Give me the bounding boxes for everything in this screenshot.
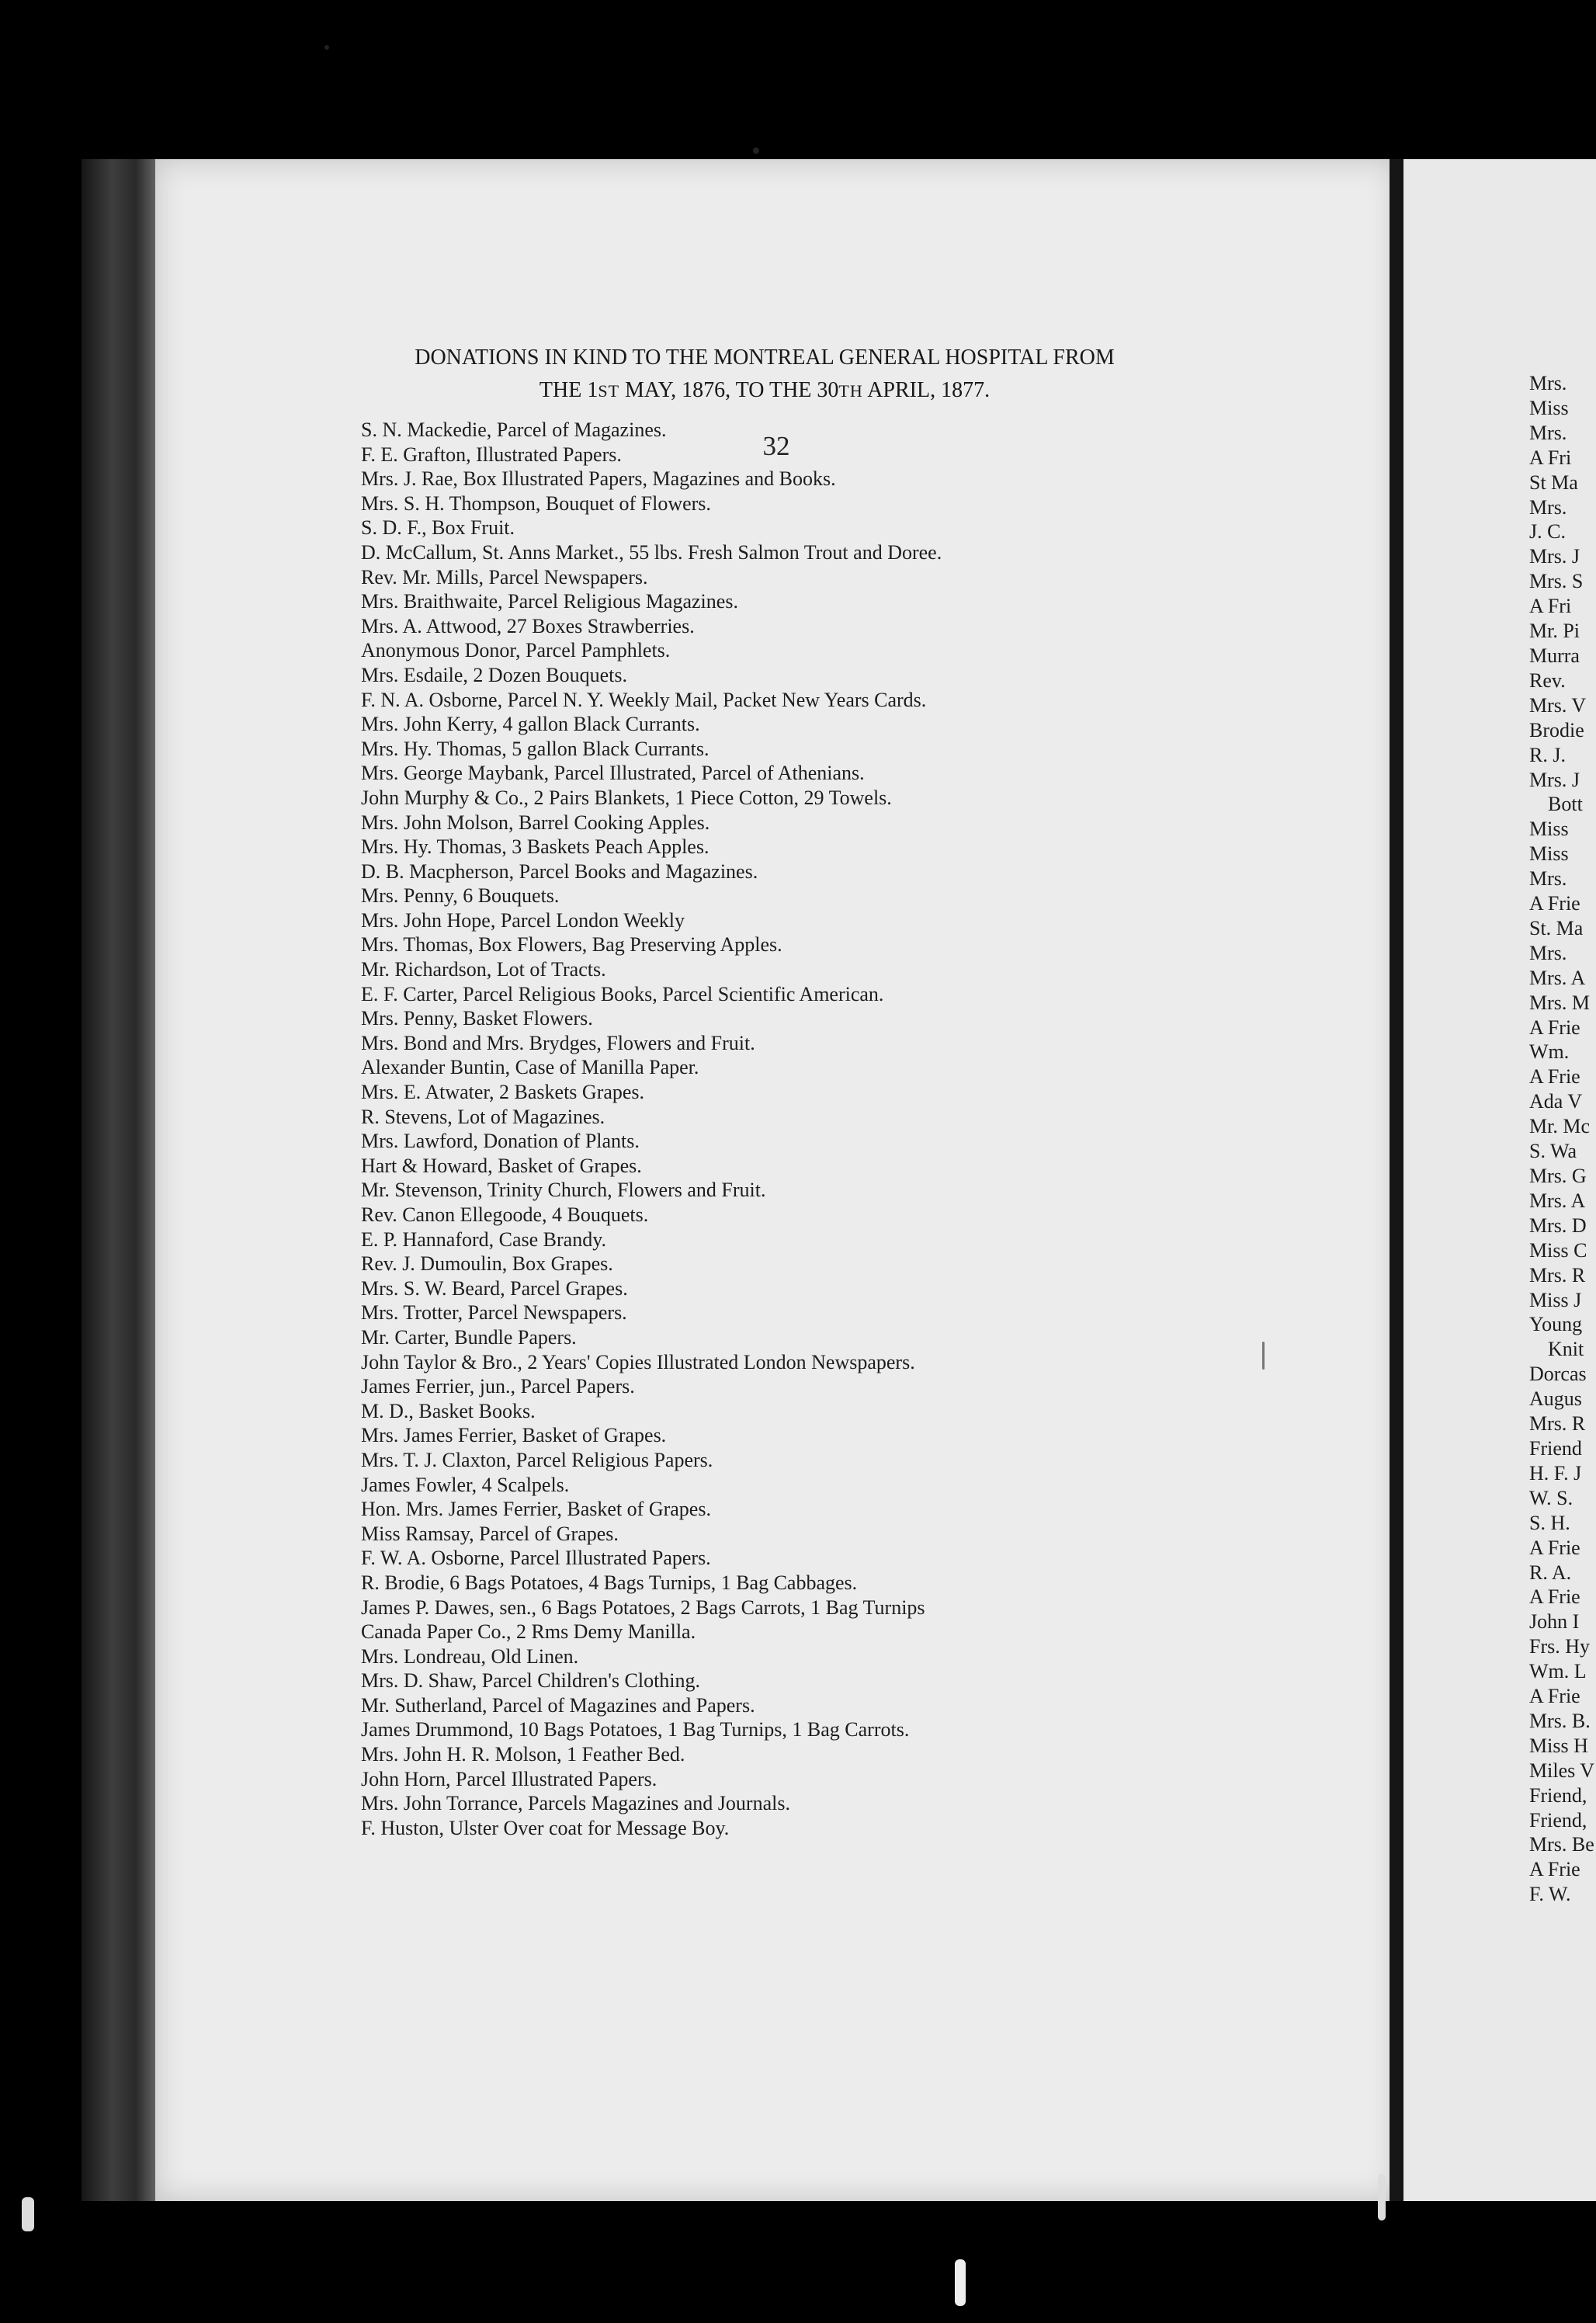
scan-speck xyxy=(324,45,329,50)
donation-entry: D. McCallum, St. Anns Market., 55 lbs. Fresh Salmon Trout and Doree. xyxy=(361,540,942,564)
donation-entry: S. D. F., Box Fruit. xyxy=(361,516,515,540)
right-page-fragment: A Frie xyxy=(1529,1685,1580,1708)
donation-entry: Canada Paper Co., 2 Rms Demy Manilla. xyxy=(361,1620,696,1644)
scan-speck xyxy=(1262,1342,1265,1370)
right-page-fragment: H. F. J xyxy=(1529,1461,1582,1484)
donation-entry: F. N. A. Osborne, Parcel N. Y. Weekly Mail, Packet New Years Cards. xyxy=(361,688,927,711)
donation-entry: Mr. Richardson, Lot of Tracts. xyxy=(361,958,606,981)
donation-entry: Mrs. Trotter, Parcel Newspapers. xyxy=(361,1301,627,1325)
right-page-fragment: John I xyxy=(1529,1610,1580,1634)
donation-entry: R. Stevens, Lot of Magazines. xyxy=(361,1105,605,1128)
donation-entry: Miss Ramsay, Parcel of Grapes. xyxy=(361,1522,619,1545)
donation-entry: F. E. Grafton, Illustrated Papers. xyxy=(361,443,622,466)
right-page-fragment: Mrs. A xyxy=(1529,966,1586,989)
donation-entry: James Drummond, 10 Bags Potatoes, 1 Bag Turnips, 1 Bag Carrots. xyxy=(361,1718,910,1741)
right-page-fragment: J. C. xyxy=(1529,520,1566,543)
right-page-fragment: Mrs. xyxy=(1529,941,1567,964)
right-page-fragment: Miss xyxy=(1529,818,1569,841)
donation-entry: Mr. Stevenson, Trinity Church, Flowers and Fruit. xyxy=(361,1179,766,1202)
right-page-fragment: Friend, xyxy=(1529,1808,1587,1832)
right-page-fragment: Frs. Hy xyxy=(1529,1635,1591,1658)
right-page-fragment: Rev. xyxy=(1529,668,1566,692)
donation-entry: Mrs. John Torrance, Parcels Magazines and Journals. xyxy=(361,1792,790,1815)
donation-entry: Mr. Sutherland, Parcel of Magazines and Papers. xyxy=(361,1693,755,1717)
right-page-fragment: Mrs. R xyxy=(1529,1412,1586,1436)
right-page-fragment: R. A. xyxy=(1529,1561,1572,1584)
right-page-fragment: A Frie xyxy=(1529,1536,1580,1559)
donation-entry: Hon. Mrs. James Ferrier, Basket of Grapes. xyxy=(361,1498,711,1521)
right-page-fragment: Ada V xyxy=(1529,1090,1583,1113)
donation-entry: James P. Dawes, sen., 6 Bags Potatoes, 2 Bags Carrots, 1 Bag Turnips xyxy=(361,1596,925,1619)
donation-entry: Mrs. John Kerry, 4 gallon Black Currants. xyxy=(361,713,700,736)
right-page-fragment: Mrs. xyxy=(1529,421,1567,444)
donation-entry: S. N. Mackedie, Parcel of Magazines. xyxy=(361,418,667,441)
donation-entry: Anonymous Donor, Parcel Pamphlets. xyxy=(361,639,671,662)
right-page-fragment: A Frie xyxy=(1529,1858,1580,1881)
scan-speck xyxy=(955,2259,966,2306)
donation-entry: Mrs. George Maybank, Parcel Illustrated, Parcel of Athenians. xyxy=(361,762,865,785)
right-page-fragment: Mrs. D xyxy=(1529,1214,1587,1237)
donation-entry: Mrs. John H. R. Molson, 1 Feather Bed. xyxy=(361,1743,685,1766)
right-page-fragment: Miss J xyxy=(1529,1288,1582,1311)
book-spine-shadow xyxy=(82,159,159,2201)
right-page-fragment: Mrs. xyxy=(1529,867,1567,891)
right-page-fragment: A Frie xyxy=(1529,892,1580,915)
donation-entry: Mrs. Hy. Thomas, 3 Baskets Peach Apples. xyxy=(361,835,710,859)
page-number: 32 xyxy=(762,431,790,461)
right-page-fragment: Mrs. xyxy=(1529,495,1567,519)
donation-entry: Mrs. James Ferrier, Basket of Grapes. xyxy=(361,1424,667,1447)
donation-entry: James Fowler, 4 Scalpels. xyxy=(361,1473,570,1496)
donation-entry: John Horn, Parcel Illustrated Papers. xyxy=(361,1767,657,1790)
donation-entry: Mrs. Bond and Mrs. Brydges, Flowers and Fruit. xyxy=(361,1031,755,1054)
right-page-fragment: S. Wa xyxy=(1529,1140,1577,1163)
donation-entry: Mrs. S. H. Thompson, Bouquet of Flowers. xyxy=(361,491,711,515)
donation-entry: James Ferrier, jun., Parcel Papers. xyxy=(361,1375,635,1398)
donation-entry: Mrs. Braithwaite, Parcel Religious Magazines. xyxy=(361,590,738,613)
right-page-fragment: Friend, xyxy=(1529,1783,1587,1807)
right-page-fragment: R. J. xyxy=(1529,743,1566,766)
right-page-fragment: S. H. xyxy=(1529,1511,1570,1534)
page-heading xyxy=(210,342,1320,408)
donation-entry: F. W. A. Osborne, Parcel Illustrated Papers. xyxy=(361,1547,711,1570)
donation-entry: Mrs. John Hope, Parcel London Weekly xyxy=(361,908,685,932)
right-page-fragment: Mrs. A xyxy=(1529,1189,1586,1212)
right-page-fragment: Mrs. S xyxy=(1529,570,1584,593)
donation-entry: John Murphy & Co., 2 Pairs Blankets, 1 Piece Cotton, 29 Towels. xyxy=(361,786,892,809)
right-page-fragment: Mrs. xyxy=(1529,372,1567,394)
donation-entry: Mrs. A. Attwood, 27 Boxes Strawberries. xyxy=(361,614,695,637)
right-page-fragment: Wm. L xyxy=(1529,1660,1587,1683)
right-page-fragment: Bott xyxy=(1548,793,1583,816)
heading-line-1: DONATIONS IN KIND TO THE MONTREAL GENERAL HOSPITAL FROM xyxy=(415,345,1115,370)
right-page-fragment: Mrs. Be xyxy=(1529,1833,1594,1856)
scan-speck xyxy=(753,148,759,154)
right-page-fragment: Mrs. J xyxy=(1529,768,1580,791)
right-page-fragment: Mr. Mc xyxy=(1529,1115,1590,1138)
donation-entry: R. Brodie, 6 Bags Potatoes, 4 Bags Turnips, 1 Bag Cabbages. xyxy=(361,1571,858,1594)
donation-entry: Rev. J. Dumoulin, Box Grapes. xyxy=(361,1252,613,1276)
donation-entry: Mrs. Lawford, Donation of Plants. xyxy=(361,1130,640,1153)
donation-entry: Mrs. E. Atwater, 2 Baskets Grapes. xyxy=(361,1081,645,1104)
scan-speck xyxy=(22,2197,34,2231)
right-page-text-fragments xyxy=(1529,371,1596,1907)
right-page-fragment: Miles V xyxy=(1529,1759,1595,1782)
right-page-fragment: Dorcas xyxy=(1529,1363,1587,1386)
donation-entry: Mrs. John Molson, Barrel Cooking Apples. xyxy=(361,811,710,834)
right-page-fragment: Mr. Pi xyxy=(1529,620,1580,643)
right-page-fragment: Mrs. G xyxy=(1529,1165,1587,1187)
right-page-fragment: Mrs. B. xyxy=(1529,1709,1591,1732)
right-page-fragment: Mrs. R xyxy=(1529,1263,1586,1287)
right-page-fragment: Mrs. V xyxy=(1529,693,1587,717)
right-page-fragment: A Frie xyxy=(1529,1016,1580,1039)
right-page-fragment: Augus xyxy=(1529,1387,1582,1411)
donation-entry: F. Huston, Ulster Over coat for Message Boy. xyxy=(361,1816,730,1839)
page-gutter xyxy=(1390,159,1403,2201)
right-page-fragment: Murra xyxy=(1529,644,1580,667)
donation-entry: E. P. Hannaford, Case Brandy. xyxy=(361,1227,607,1251)
right-page-fragment: Miss xyxy=(1529,842,1569,866)
right-page-fragment: Miss H xyxy=(1529,1734,1588,1757)
right-page-fragment: A Fri xyxy=(1529,446,1572,469)
donation-entry: Alexander Buntin, Case of Manilla Paper. xyxy=(361,1056,699,1079)
donation-entry: Mrs. Londreau, Old Linen. xyxy=(361,1644,579,1668)
donation-entry: Mr. Carter, Bundle Papers. xyxy=(361,1325,577,1349)
scan-speck xyxy=(1378,2174,1386,2221)
donation-entry: Mrs. S. W. Beard, Parcel Grapes. xyxy=(361,1276,628,1300)
right-page-fragment: Wm. xyxy=(1529,1040,1570,1064)
heading-line-2: THE 1ST MAY, 1876, TO THE 30TH APRIL, 1877. xyxy=(539,378,991,402)
right-page-fragment: Brodie xyxy=(1529,718,1584,741)
right-page-fragment: Young xyxy=(1529,1313,1583,1336)
right-page-fragment: Miss xyxy=(1529,396,1569,419)
donation-entry: Mrs. Penny, 6 Bouquets. xyxy=(361,884,560,908)
donation-entry: M. D., Basket Books. xyxy=(361,1399,536,1422)
donation-entry: D. B. Macpherson, Parcel Books and Magazines. xyxy=(361,859,758,883)
donation-entry: Rev. Canon Ellegoode, 4 Bouquets. xyxy=(361,1203,649,1226)
right-page-fragment: A Frie xyxy=(1529,1585,1580,1609)
donation-entry: Mrs. D. Shaw, Parcel Children's Clothing. xyxy=(361,1669,701,1693)
right-page-fragment: St. Ma xyxy=(1529,916,1584,939)
right-page-fragment: F. W. xyxy=(1529,1883,1571,1906)
donation-list xyxy=(361,418,1355,1840)
right-page-fragment: Knit xyxy=(1548,1338,1584,1361)
donation-entry: Mrs. Thomas, Box Flowers, Bag Preserving Apples. xyxy=(361,933,782,957)
donation-entry: John Taylor & Bro., 2 Years' Copies Illustrated London Newspapers. xyxy=(361,1350,915,1373)
donation-entry: Mrs. Esdaile, 2 Dozen Bouquets. xyxy=(361,663,628,686)
right-page-fragment: Friend xyxy=(1529,1436,1582,1460)
donation-entry: Rev. Mr. Mills, Parcel Newspapers. xyxy=(361,565,648,589)
donation-entry: Mrs. Hy. Thomas, 5 gallon Black Currants. xyxy=(361,737,710,760)
right-page-fragment: W. S. xyxy=(1529,1486,1573,1509)
right-page-fragment: A Frie xyxy=(1529,1065,1580,1089)
right-page-fragment: Miss C xyxy=(1529,1238,1587,1262)
donation-entry: Mrs. Penny, Basket Flowers. xyxy=(361,1007,593,1030)
right-page-fragment: A Fri xyxy=(1529,595,1572,618)
donation-entry: E. F. Carter, Parcel Religious Books, Parcel Scientific American. xyxy=(361,982,884,1005)
donation-entry: Mrs. J. Rae, Box Illustrated Papers, Magazines and Books. xyxy=(361,467,836,491)
donation-entry: Hart & Howard, Basket of Grapes. xyxy=(361,1154,642,1177)
right-page-fragment: Mrs. J xyxy=(1529,545,1580,568)
right-page-fragment: St Ma xyxy=(1529,471,1578,494)
right-page-fragment: Mrs. M xyxy=(1529,991,1591,1014)
donation-entry: Mrs. T. J. Claxton, Parcel Religious Papers. xyxy=(361,1448,713,1471)
